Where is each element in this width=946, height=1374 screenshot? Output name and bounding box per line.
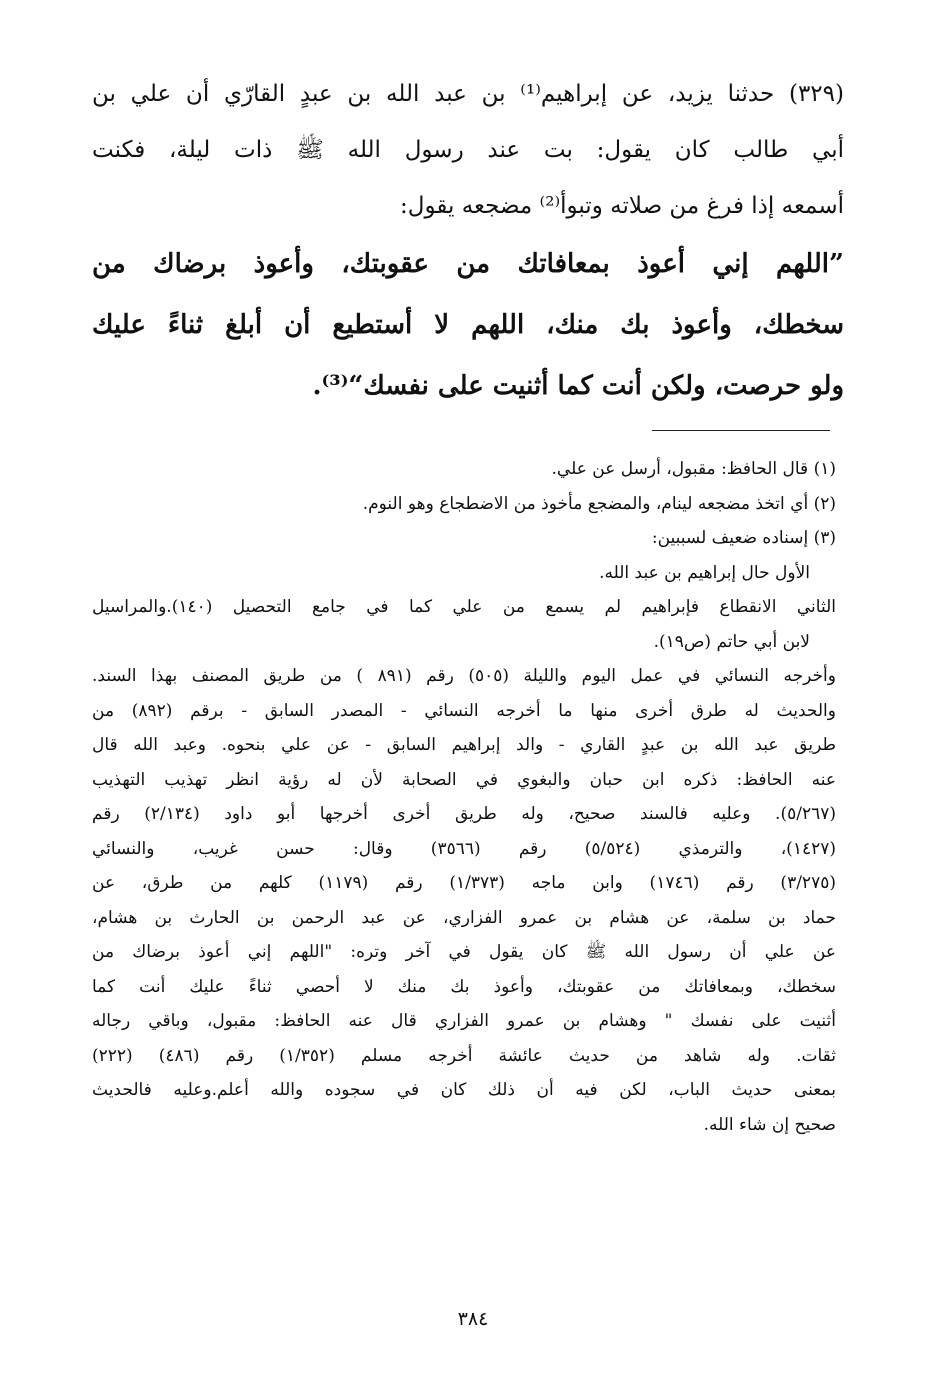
hadith-line: أبي طالب كان يقول: بت عند رسول الله ﷺ ذات ليلة، فكنت <box>92 137 844 163</box>
footnote-line: طريق عبد الله بن عبدٍ القاري - والد إبراهيم السابق - عن علي بنحوه. وعبد الله قال <box>92 735 836 755</box>
hadith-line: أسمعه إذا فرغ من صلاته وتبوأ⁽²⁾ مضجعه يقول: <box>400 193 844 219</box>
footnote-separator <box>652 430 830 431</box>
footnote-line: عنه الحافظ: ذكره ابن حبان والبغوي في الصحابة لأن له رؤية انظر تهذيب التهذيب <box>92 769 836 790</box>
footnote-line: صحيح إن شاء الله. <box>703 1114 836 1135</box>
footnote-line: (٣) إسناده ضعيف لسببين: <box>651 528 836 548</box>
footnote-line: (٢) أي اتخذ مضجعه لينام، والمضجع مأخوذ من الاضطجاع وهو النوم. <box>362 493 836 514</box>
footnote-line: الأول حال إبراهيم بن عبد الله. <box>599 562 810 583</box>
footnote-line: الثاني الانقطاع فإبراهيم لم يسمع من علي كما في جامع التحصيل (١٤٠).والمراسيل <box>92 597 836 617</box>
footnote-line: والحديث له طرق أخرى منها ما أخرجه النسائي - المصدر السابق - برقم (٨٩٢) من <box>92 700 836 721</box>
footnote-line: ثقات. وله شاهد من حديث عائشة أخرجه مسلم (١/٣٥٢) رقم (٤٨٦) (٢٢٢) <box>92 1045 836 1066</box>
footnote-line: عن علي أن رسول الله ﷺ كان يقول في آخر وتره: "اللهم إني أعوذ برضاك من <box>92 942 836 962</box>
footnote-line: سخطك، وبمعافاتك من عقوبتك، وأعوذ بك منك لا أحصي ثناءً عليك أنت كما <box>92 976 836 997</box>
footnote-line: (١) قال الحافظ: مقبول، أرسل عن علي. <box>551 459 836 479</box>
footnote-line: (٣/٢٧٥) رقم (١٧٤٦) وابن ماجه (١/٣٧٣) رقم (١١٧٩) كلهم من طرق، عن <box>92 873 836 893</box>
hadith-text <box>92 66 844 417</box>
dua-line: ولو حرصت، ولكن أنت كما أثنيت على نفسك“⁽³⁾. <box>312 371 844 401</box>
footnote-line: حماد بن سلمة، عن هشام بن عمرو الفزاري، عن عبد الرحمن بن الحارث بن هشام، <box>92 907 836 928</box>
footnote-line: أثنيت على نفسك " وهشام بن عمرو الفزاري قال عنه الحافظ: مقبول، وباقي رجاله <box>92 1011 836 1031</box>
footnotes <box>92 452 836 1142</box>
footnote-line: (١٤٢٧)، والترمذي (٥/٥٢٤) رقم (٣٥٦٦) وقال: حسن غريب، والنسائي <box>92 838 836 859</box>
footnote-line: بمعنى حديث الباب، لكن فيه أن ذلك كان في سجوده والله أعلم.وعليه فالحديث <box>92 1080 836 1100</box>
footnote-line: وأخرجه النسائي في عمل اليوم والليلة (٥٠٥) رقم (٨٩١ ) من طريق المصنف بهذا السند. <box>92 666 836 686</box>
footnote-line: (٥/٢٦٧). وعليه فالسند صحيح، وله طريق أخرى أخرجها أبو داود (٢/١٣٤) رقم <box>92 804 836 824</box>
hadith-line: (٣٢٩) حدثنا يزيد، عن إبراهيم⁽¹⁾ بن عبد الله بن عبدٍ القارّي أن علي بن <box>92 81 844 107</box>
dua-line: ”اللهم إني أعوذ بمعافاتك من عقوبتك، وأعوذ برضاك من <box>92 249 844 279</box>
footnote-line: لابن أبي حاتم (ص١٩). <box>653 631 810 652</box>
page-number: ٣٨٤ <box>457 1308 489 1330</box>
dua-line: سخطك، وأعوذ بك منك، اللهم لا أستطيع أن أبلغ ثناءً عليك <box>92 310 844 340</box>
